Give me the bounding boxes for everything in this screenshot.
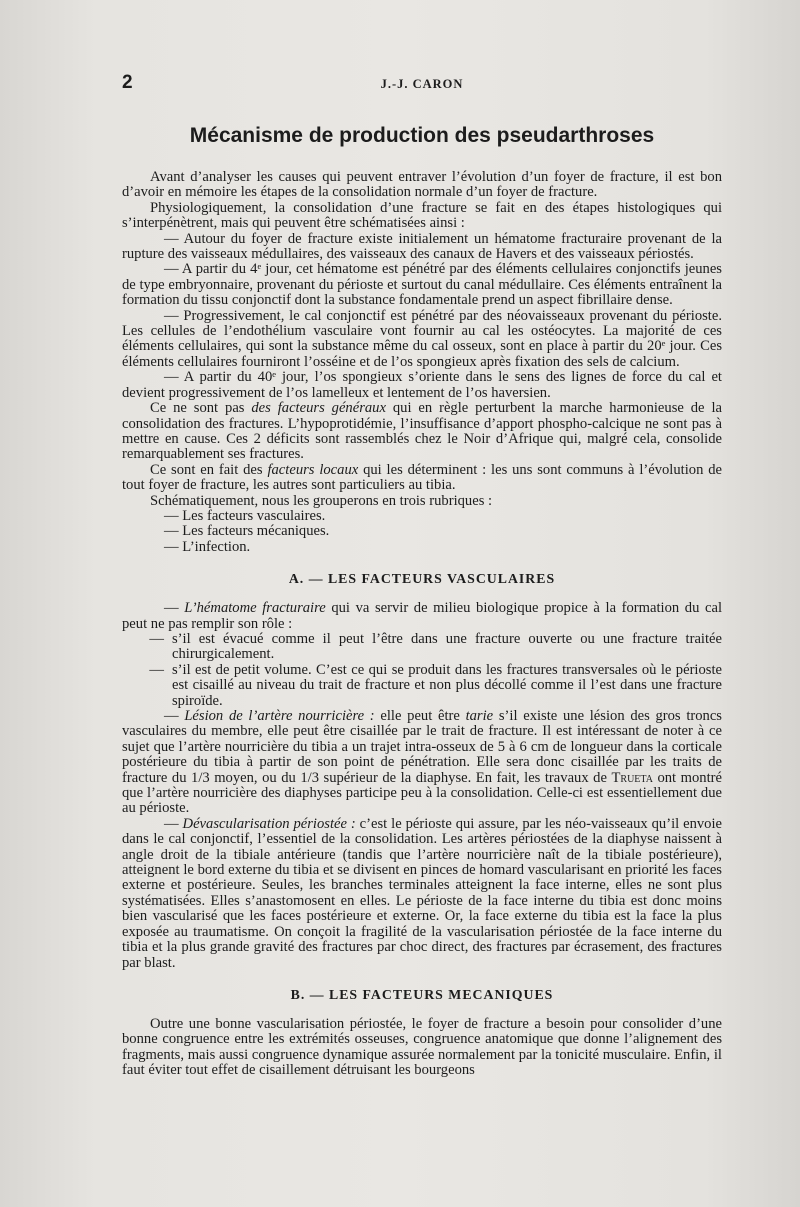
page-header: [122, 0, 722, 98]
emphasis: des facteurs généraux: [251, 400, 386, 417]
text-run: qui en règle perturbent la marche harmonieuse de la consolidation des fractures. L’hypoprotidémie, l’insuffisance d’apport phospho-calcique ne sont pas à mettre en cause. Ces 2 déficits sont rassemblés chez le Noir d’Afrique qui, malgré cela, consolide remarquablement ses fractures.: [122, 400, 722, 463]
intro-paragraph-2: Physiologiquement, la consolidation d’une fracture se fait en des étapes histologiques qui s’interpénètrent, mais qui peuvent être schématisées ainsi :: [122, 199, 722, 232]
intro-paragraph-1: Avant d’analyser les causes qui peuvent entraver l’évolution d’un foyer de fracture, il est bon d’avoir en mémoire les étapes de la consolidation normale d’un foyer de fracture.: [122, 169, 722, 201]
article-title: Mécanisme de production des pseudarthroses: [189, 124, 655, 147]
dash: —: [149, 630, 164, 647]
intro-paragraph-3: — Autour du foyer de fracture existe initialement un hématome fracturaire provenant de la rupture des vaisseaux médullaires, des vaisseaux des canaux de Havers et des vaisseaux périostés.: [122, 230, 722, 263]
section-b-heading: B. — LES FACTEURS MECANIQUES: [290, 986, 554, 1002]
rubric-list-item: — Les facteurs vasculaires.: [164, 507, 326, 524]
author-name: Trueta: [611, 769, 653, 786]
intro-paragraph-6: — A partir du 40ᵉ jour, l’os spongieux s’oriente dans le sens des lignes de force du cal et devient progressivement de l’os lamelleux et lentement de l’os haversien.: [122, 369, 722, 401]
page-number: 2: [122, 72, 133, 93]
intro-paragraph-9: Schématiquement, nous les grouperons en trois rubriques :: [150, 492, 493, 509]
dash: —: [164, 600, 185, 617]
intro-paragraph-4: — A partir du 4ᵉ jour, cet hématome est pénétré par des éléments cellulaires conjonctifs jeunes de type embryonnaire, provenant du périoste et surtout du canal médullaire. Ces éléments entraînent la formation du tissu conjonctif dont la substance fondamentale prend un aspect fibrillaire dense.: [122, 261, 722, 309]
devascularisation-paragraph: [122, 817, 722, 971]
lesion-paragraph: [122, 709, 722, 817]
intro-paragraph-8: [122, 463, 722, 494]
hematome-item: [122, 663, 722, 709]
dash: —: [164, 708, 185, 724]
emphasis: Lésion de l’artère nourricière :: [184, 708, 375, 724]
text-run: Ce ne sont pas: [150, 400, 252, 417]
dash: —: [164, 815, 183, 832]
item-text: s’il est évacué comme il peut l’être dans une fracture ouverte ou une fracture traitée chirurgicalement.: [172, 630, 722, 663]
dash: —: [149, 661, 164, 678]
item-text: s’il est de petit volume. C’est ce qui se produit dans les fractures transversales où le périoste est cisaillé au niveau du trait de fracture et non plus décollé comme il l’est dans une fracture spiroïde.: [172, 661, 722, 709]
section-b-paragraph-1: Outre une bonne vascularisation périostée, le foyer de fracture a besoin pour consolider d’une bonne congruence entre les extrémités osseuses, congruence anatomique que donne l’alignement des fragments, mais aussi congruence dynamique assurée normalement par la tonicité musculaire. Enfin, il faut éviter tout effet de cisaillement détruisant les bourgeons: [122, 1015, 722, 1079]
emphasis: Dévascularisation périostée :: [182, 815, 356, 832]
hematome-item: [122, 632, 722, 663]
intro-paragraph-7: [122, 401, 722, 463]
emphasis: facteurs locaux: [267, 461, 359, 478]
intro-paragraph-5: — Progressivement, le cal conjonctif est pénétré par des néovaisseaux provenant du périoste. Les cellules de l’endothélium vasculaire vont fournir au cal les ostéocytes. La majorité de ces éléments cellulaires, qui sont la substance même du cal osseux, sont en place à partir du 20ᵉ jour. Ces éléments cellulaires fourniront l’osséine et de l’os spongieux après fixation des sels de calcium.: [122, 307, 722, 370]
hematome-paragraph: [122, 601, 722, 632]
emphasis: tarie: [465, 708, 494, 724]
emphasis: L’hématome fracturaire: [184, 600, 326, 617]
text-run: ont montré que l’artère nourricière des diaphyses participe peu à la consolidation. Celle-ci est essentiellement due au périoste.: [122, 769, 722, 817]
rubric-list-item: — Les facteurs mécaniques.: [164, 523, 330, 540]
text-run: c’est le périoste qui assure, par les néo-vaisseaux qu’il envoie dans le cal conjonctif, l’essentiel de la consolidation. Les artères périostées de la diaphyse naissent à angle droit de la tibiale antérieure (tandis que l’artère nourricière naît de la tibiale postérieure), atteignent le bord externe du tibia et se divisent en pinces de homard vascularisant en priorité les faces externe et postérieure. Seules, les branches terminales atteignent la face interne, elles ne sont plus systématisées. Elles s’anastomosent en elles. Le périoste de la face interne du tibia est donc moins bien vascularisé que les faces postérieure et externe. Or, la face externe du tibia est la face la plus exposée au traumatisme. On conçoit la fragilité de la vascularisation périostée de la face interne du tibia et la plus grande gravité des fractures par choc direct, des fractures par écrasement, des fractures par blast.: [122, 815, 722, 971]
text-run: s’il existe une lésion des gros troncs vasculaires du membre, elle peut être cisaillée par le trait de fracture. Il est intéressant de noter à ce sujet que l’artère nourricière du tibia a un trajet intra-osseux de 5 à 6 cm de longueur dans la corticale postérieure du tibia à partir de son point de pénétration. Elle sera donc cisaillée par les traits de fracture du 1/3 moyen, ou du 1/3 supérieur de la diaphyse. En fait, les travaux de: [122, 708, 722, 786]
text-run: qui les déterminent : les uns sont communs à l’évolution de tout foyer de fracture, les autres sont particuliers au tibia.: [122, 461, 722, 494]
rubric-list-item: — L’infection.: [164, 538, 251, 555]
text-run: elle peut être: [374, 708, 466, 724]
text-run: Ce sont en fait des: [150, 461, 268, 478]
section-a-heading: A. — LES FACTEURS VASCULAIRES: [288, 571, 556, 587]
running-head: J.-J. CARON: [380, 77, 464, 91]
text-run: qui va servir de milieu biologique propice à la formation du cal peut ne pas remplir son rôle :: [122, 600, 722, 632]
